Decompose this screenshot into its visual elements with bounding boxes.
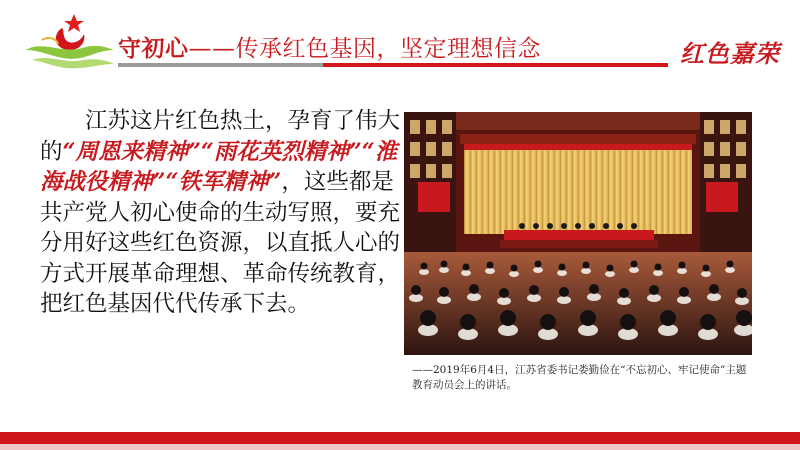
header-title-rest: ——传承红色基因，坚定理想信念 <box>188 36 541 62</box>
footer-bar-red <box>0 432 800 444</box>
header-title-strong: 守初心 <box>118 36 189 62</box>
photo-caption: ——2019年6月4日，江苏省委书记娄勤俭在“不忘初心、牢记使命”主题教育动员会上的讲话。 <box>412 364 747 391</box>
spirit-huaihai: “淮海战役精神” <box>40 138 398 195</box>
conference-photo <box>404 112 752 355</box>
body-text-seg1: 江苏这片红色热土，孕育了伟大的 <box>40 108 401 165</box>
party-ribbon-logo-icon <box>22 10 117 72</box>
body-paragraph <box>40 106 410 320</box>
footer-bar-pink <box>0 444 800 450</box>
brand-calligraphy: 红色嘉荣 <box>680 39 780 68</box>
logo <box>22 10 117 72</box>
spirit-tiejun: “铁军精神” <box>165 169 282 195</box>
spirit-zhouenlai: “周恩来精神” <box>62 138 201 165</box>
spirit-yuhua: “雨花英烈精神” <box>200 138 362 165</box>
header-rule-red <box>323 63 668 67</box>
body-text-seg2: ，这些都是共产党人初心使命的生动写照，要充分用好这些红色资源，以直抵人心的方式开展革命理想、革命传统教育，把红色基因代代传承下去。 <box>40 169 401 317</box>
header-rule-gray <box>118 63 323 67</box>
conference-hall-illustration <box>404 112 752 355</box>
header-title <box>118 30 541 63</box>
